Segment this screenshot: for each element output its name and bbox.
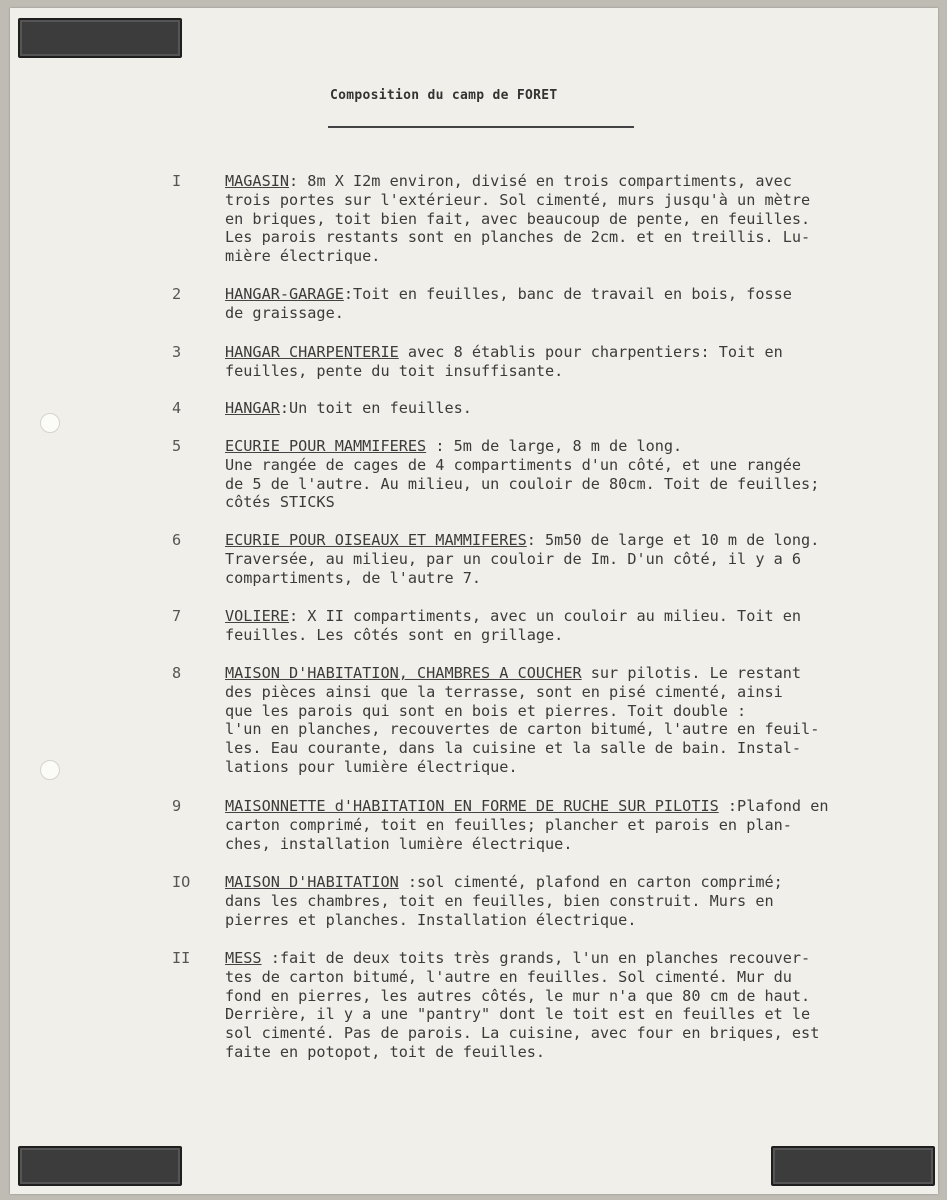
item-text [225, 343, 915, 381]
item-text [225, 172, 915, 266]
item-number: I [172, 172, 182, 190]
item-heading: MAISONNETTE d'HABITATION EN FORME DE RUCHE SUR PILOTIS [225, 797, 719, 815]
item-text [225, 607, 915, 645]
item-heading: VOLIERE [225, 607, 290, 625]
item-number: 3 [172, 343, 182, 361]
item-text [225, 399, 915, 418]
item-heading: MESS [225, 949, 262, 967]
item-text [225, 664, 915, 777]
binder-clip-bottom-left [18, 1146, 182, 1186]
item-number: 9 [172, 797, 182, 815]
item-heading: MAGASIN [225, 172, 290, 190]
punch-hole-lower [40, 760, 60, 780]
item-heading: ECURIE POUR OISEAUX ET MAMMIFERES [225, 531, 527, 549]
item-number: 8 [172, 664, 182, 682]
punch-hole-upper [40, 413, 60, 433]
item-heading: HANGAR-GARAGE [225, 285, 344, 303]
item-description: : 5m50 de large et 10 m de long. Traversée, au milieu, par un couloir de Im. D'un côté, il y a 6 compartiments, de l'autre 7. [225, 531, 820, 587]
item-description: :fait de deux toits très grands, l'un en planches recouver- tes de carton bitumé, l'autre en feuilles. Sol cimenté. Mur du fond en pierres, les autres côtés, le mur n'a que 80 cm de haut. Derrière, il y a une "pantry" dont le toit est en feuilles et le sol cimenté. Pas de parois. La cuisine, avec four en briques, est faite en potopot, toit de feuilles. [225, 949, 820, 1061]
item-number: 2 [172, 285, 182, 303]
item-text [225, 285, 915, 323]
item-description: : 5m de large, 8 m de long. Une rangée de cages de 4 compartiments d'un côté, et une rangée de 5 de l'autre. Au milieu, un couloir de 80cm. Toit de feuilles; côtés STICKS [225, 437, 820, 512]
item-text [225, 873, 915, 929]
item-number: IO [172, 873, 191, 891]
document-title: Composition du camp de FORET [330, 88, 558, 103]
item-description: : 8m X I2m environ, divisé en trois compartiments, avec trois portes sur l'extérieur. Sol cimenté, murs jusqu'à un mètre en briques, toit bien fait, avec beaucoup de pente, en feuilles. Les parois restants sont en planches de 2cm. et en treillis. Lu- mière électrique. [225, 172, 811, 266]
item-description: :Plafond en carton comprimé, toit en feuilles; plancher et parois en plan- ches, installation lumière électrique. [225, 797, 829, 853]
item-text [225, 531, 915, 587]
title-underline [328, 126, 634, 128]
item-description: :sol cimenté, plafond en carton comprimé; dans les chambres, toit en feuilles, bien construit. Murs en pierres et planches. Installation électrique. [225, 873, 783, 929]
item-heading: HANGAR [225, 399, 280, 417]
item-text [225, 949, 915, 1062]
item-number: 5 [172, 437, 182, 455]
item-description: :Un toit en feuilles. [279, 399, 472, 417]
item-number: 6 [172, 531, 182, 549]
item-description: avec 8 établis pour charpentiers: Toit en feuilles, pente du toit insuffisante. [225, 343, 783, 380]
item-heading: MAISON D'HABITATION, CHAMBRES A COUCHER [225, 664, 582, 682]
binder-clip-bottom-right [771, 1146, 935, 1186]
item-description: sur pilotis. Le restant des pièces ainsi que la terrasse, sont en pisé cimenté, ainsi que les parois qui sont en bois et pierres. Toit double : l'un en planches, recouvertes de carton bitumé, l'autre en feuil- les. Eau courante, dans la cuisine et la salle de bain. Instal- lations pour lumière électrique. [225, 664, 820, 776]
item-heading: ECURIE POUR MAMMIFERES [225, 437, 427, 455]
item-description: :Toit en feuilles, banc de travail en bois, fosse de graissage. [225, 285, 792, 322]
item-number: II [172, 949, 191, 967]
item-text [225, 797, 915, 853]
item-heading: HANGAR CHARPENTERIE [225, 343, 399, 361]
item-heading: MAISON D'HABITATION [225, 873, 399, 891]
item-text [225, 437, 915, 512]
item-number: 4 [172, 399, 182, 417]
item-number: 7 [172, 607, 182, 625]
item-description: : X II compartiments, avec un couloir au milieu. Toit en feuilles. Les côtés sont en grillage. [225, 607, 802, 644]
binder-clip-top-left [18, 18, 182, 58]
